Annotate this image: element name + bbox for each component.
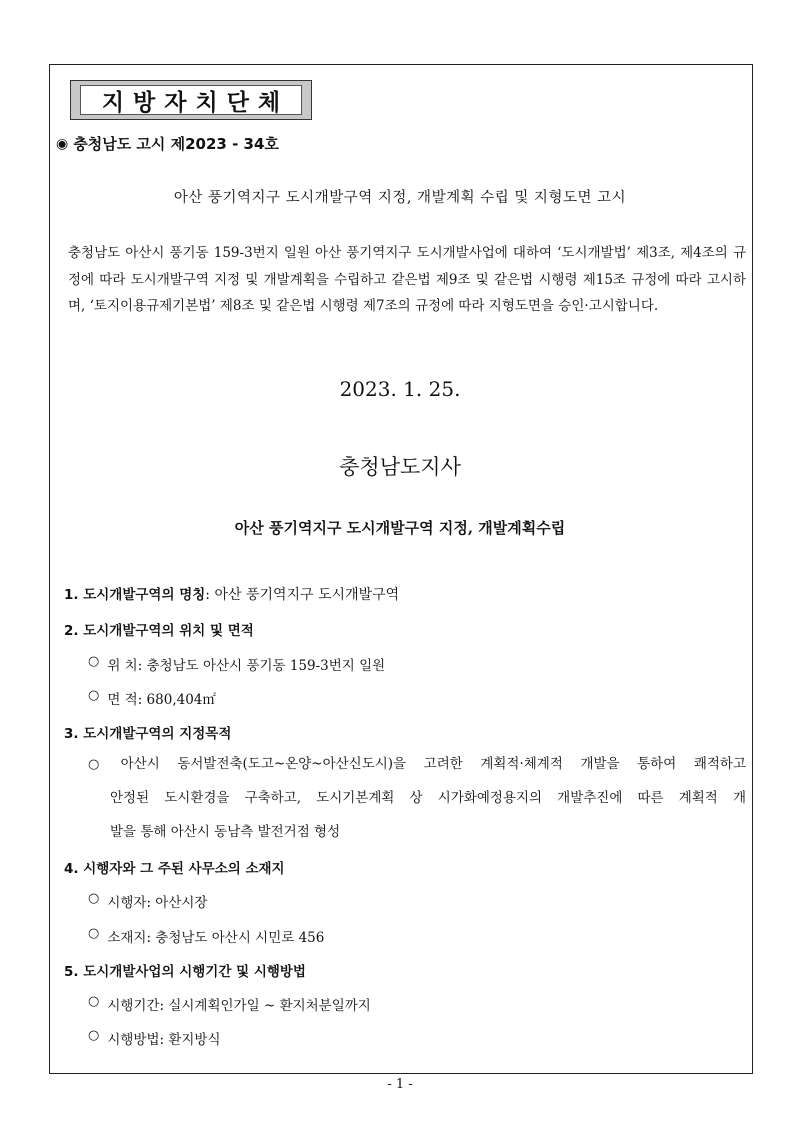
section-1 [64, 583, 399, 604]
section-3-line: 안정된 도시환경을 구축하고, 도시기본계획 상 시가화예정용지의 개발추진에 따른 계획적 개 [110, 790, 746, 806]
bullet-icon: ○ [88, 654, 100, 669]
section-5-item: ○ 시행방법: 환지방식 [88, 1028, 221, 1048]
bullet-icon: ○ [88, 926, 100, 941]
notice-title: 아산 풍기역지구 도시개발구역 지정, 개발계획 수립 및 지형도면 고시 [173, 190, 627, 206]
notice-body: 충청남도 아산시 풍기동 159-3번지 일원 아산 풍기역지구 도시개발사업에 대하여 ‘도시개발법’ 제3조, 제4조의 규정에 따라 도시개발구역 지정 및 개발계획을 수립하고 같은법 제9조 및 같은법 시행령 제15조 규정에 따라 고시하며, ‘토지이용규제기본법’ 제8조 및 같은법 시행령 제7조의 규정에 따라 지형도면을 승인·고시합니다. [68, 245, 746, 314]
bullet-icon: ○ [88, 891, 100, 906]
section-2-item: ○ 위 치: 충청남도 아산시 풍기동 159-3번지 일원 [88, 654, 386, 674]
section-subtitle: 아산 풍기역지구 도시개발구역 지정, 개발계획수립 [234, 519, 566, 537]
issuer: 충청남도지사 [339, 455, 461, 479]
section-3-line: ○ 아산시 동서발전축(도고~온양~아산신도시)을 고려한 계획적·체계적 개발을 통하여 쾌적하고 [88, 756, 746, 772]
section-2-item: ○ 면 적: 680,404㎡ [88, 688, 216, 708]
notice-mark-icon: ◉ [56, 135, 69, 152]
bullet-icon: ○ [88, 1028, 100, 1043]
notice-date: 2023. 1. 25. [339, 377, 461, 401]
section-4-item: ○ 시행자: 아산시장 [88, 891, 208, 911]
section-4-item: ○ 소재지: 충청남도 아산시 시민로 456 [88, 926, 325, 946]
section-5-heading: 5. 도시개발사업의 시행기간 및 시행방법 [64, 964, 306, 980]
section-2-heading: 2. 도시개발구역의 위치 및 면적 [64, 623, 254, 639]
section-3-heading: 3. 도시개발구역의 지정목적 [64, 726, 232, 742]
bullet-icon: ○ [88, 994, 100, 1009]
notice-number [56, 133, 279, 154]
category-banner-label: 지방자치단체 [80, 85, 302, 115]
section-3-line: 발을 통해 아산시 동남측 발전거점 형성 [110, 824, 341, 840]
section-3-body [88, 754, 746, 856]
bullet-icon: ○ [88, 688, 100, 703]
section-1-heading: 1. 도시개발구역의 명칭 [64, 587, 206, 603]
bullet-icon: ○ [88, 757, 113, 772]
notice-number-text: 충청남도 고시 제2023 - 34호 [73, 135, 279, 153]
section-4-heading: 4. 시행자와 그 주된 사무소의 소재지 [64, 861, 285, 877]
category-banner [70, 80, 312, 120]
section-5-item: ○ 시행기간: 실시계획인가일 ~ 환지처분일까지 [88, 994, 371, 1014]
page-frame [49, 64, 753, 1074]
page-number: - 1 - [387, 1077, 413, 1092]
section-1-value: : 아산 풍기역지구 도시개발구역 [205, 587, 400, 603]
